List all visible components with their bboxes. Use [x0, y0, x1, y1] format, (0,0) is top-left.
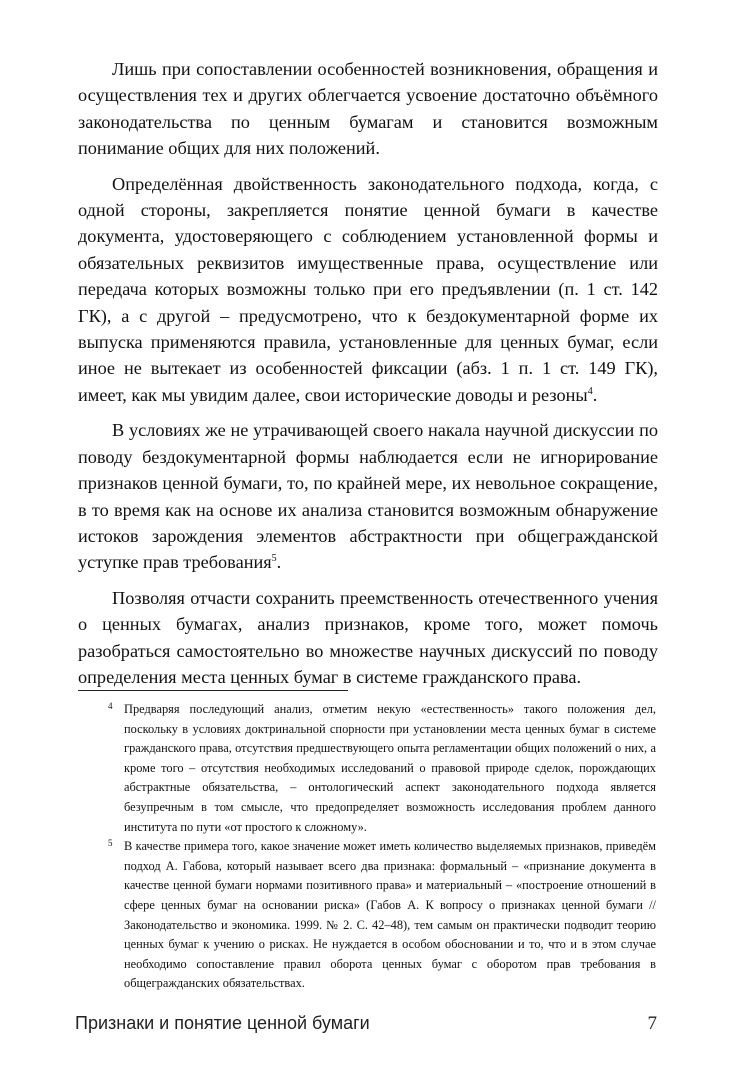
footnote-separator	[78, 690, 348, 691]
paragraph-tail: .	[276, 552, 282, 573]
footnotes-section	[100, 700, 656, 994]
paragraph-tail: .	[592, 384, 598, 405]
footnote-reference[interactable]: 5	[271, 553, 277, 565]
footnote-5	[100, 837, 656, 994]
footnote-4	[100, 700, 656, 837]
footnote-mark: 4	[108, 701, 113, 711]
paragraph-text: В условиях же не утрачивающей своего накала научной дискуссии по поводу бездокументарной формы наблюдается если не игнорирование признаков ценной бумаги, то, по крайней мере, их невольное сокращение, в то время как на основе их анализа становится возможным обнаружение истоков зарождения элементов абстрактности при общегражданской уступке прав требования	[78, 420, 658, 573]
paragraph-text: Определённая двойственность законодательного подхода, когда, с одной стороны, закрепляется понятие ценной бумаги в качестве документа, удостоверяющего с соблюдением установленной формы и обязательных реквизитов имущественные права, осуществление или передача которых возможны только при его предъявлении (п. 1 ст. 142 ГК), а с другой – предусмотрено, что к бездокументарной форме их выпуска применяются правила, установленные для ценных бумаг, если иное не вытекает из особенностей фиксации (абз. 1 п. 1 ст. 149 ГК), имеет, как мы увидим далее, свои исторические доводы и резоны	[78, 173, 658, 405]
page-number: 7	[647, 1013, 657, 1034]
paragraph-2	[78, 171, 658, 409]
footnote-mark: 5	[108, 838, 113, 849]
footnote-text: В качестве примера того, какое значение может иметь количество выделяемых признаков, приведём подход А. Габова, который называет всего два признака: формальный – «признание документа в качестве ценной бумаги нормами позитивного права» и материальный – «построение отношений в сфере ценных бумаг на основании риска» (Габов А. К вопросу о признаках ценной бумаги // Законодательство и экономика. 1999. № 2. С. 42–48), тем самым он практически подводит теорию ценных бумаг к учению о рисках. Не нуждается в особом обосновании и то, что и в этом случае необходимо сопоставление правил оборота ценных бумаг с оборотом прав требования в общегражданских обязательствах.	[124, 839, 656, 991]
paragraph-text: Позволяя отчасти сохранить преемственность отечественного учения о ценных бумагах, анализ признаков, кроме того, может помочь разобраться самостоятельно во множестве научных дискуссий по поводу определения места ценных бумаг в системе гражданского права.	[78, 587, 658, 687]
paragraph-4	[78, 585, 658, 691]
paragraph-3	[78, 417, 658, 575]
footnote-text: Предваряя последующий анализ, отметим некую «естественность» такого положения дел, поскольку в условиях доктринальной спорности при установлении места ценных бумаг в системе гражданского права, отсутствия предшествующего опыта регламентации общих положений о них, а кроме того – отсутствия необходимых исследований о правовой природе сделок, порождающих абстрактные обязательства, – онтологический аспект законодательного подхода является безупречным в том смысле, что предопределяет возможность исследования проблем данного института по пути «от простого к сложному».	[124, 702, 656, 834]
main-text	[78, 56, 658, 699]
paragraph-1	[78, 56, 658, 162]
footnote-reference[interactable]: 4	[587, 385, 593, 397]
paragraph-text: Лишь при сопоставлении особенностей возникновения, обращения и осуществления тех и других облегчается усвоение достаточно объёмного законодательства по ценным бумагам и становится возможным понимание общих для них положений.	[78, 59, 658, 159]
running-footer-title: Признаки и понятие ценной бумаги	[75, 1013, 370, 1033]
